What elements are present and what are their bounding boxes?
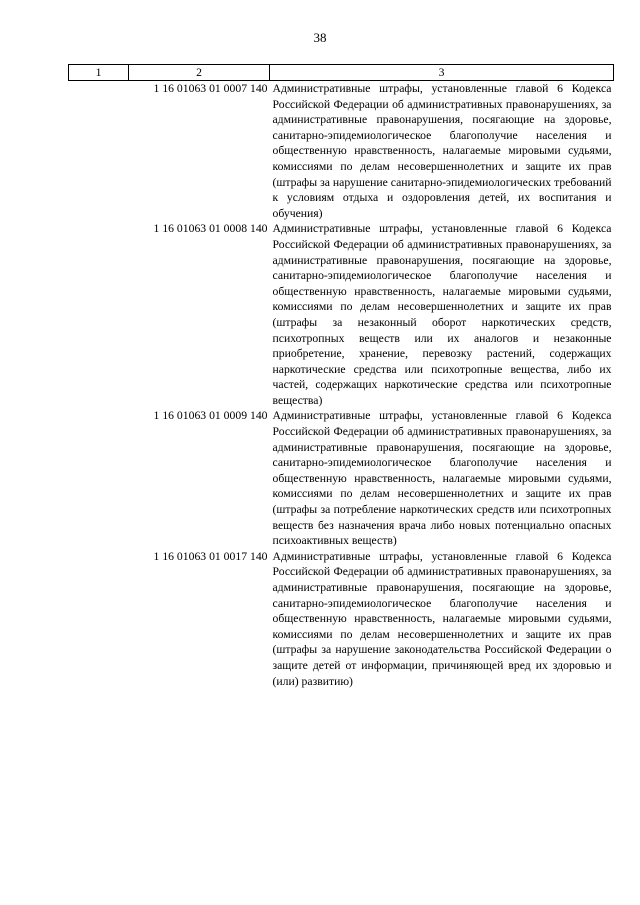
header-col-1: 1: [69, 65, 129, 81]
classification-code: 1 16 01063 01 0008 140: [153, 222, 268, 236]
budget-code-table: [68, 64, 614, 689]
row-col1-cell: [69, 221, 129, 408]
classification-code: 1 16 01063 01 0009 140: [153, 409, 268, 423]
table-row: [69, 81, 614, 222]
header-col-3: 3: [270, 65, 614, 81]
row-col1-cell: [69, 549, 129, 689]
row-col1-cell: [69, 408, 129, 548]
header-row: [69, 65, 614, 81]
page-number: 38: [313, 30, 327, 45]
classification-code: 1 16 01063 01 0007 140: [153, 82, 268, 95]
table-row: [69, 408, 614, 548]
row-col1-cell: [69, 81, 129, 222]
code-description: Административные штрафы, установленные главой 6 Кодекса Российской Федерации об административных правонарушениях, за административные правонарушения, посягающие на здоровье, санитарно-эпидемиологическое благополучие населения и общественную нравственность, налагаемые мировыми судьями, комиссиями по делам несовершеннолетних и защите их прав (штрафы за нарушение санитарно-эпидемиологических требований к условиям отдыха и оздоровления детей, их воспитания и обучения): [272, 82, 612, 220]
table-header: [69, 65, 614, 81]
table-row: [69, 221, 614, 408]
code-description: Административные штрафы, установленные главой 6 Кодекса Российской Федерации об административных правонарушениях, за административные правонарушения, посягающие на здоровье, санитарно-эпидемиологическое благополучие населения и общественную нравственность, налагаемые мировыми судьями, комиссиями по делам несовершеннолетних и защите их прав (штрафы за незаконный оборот наркотических средств, психотропных веществ или их аналогов и незаконные приобретение, хранение, перевозку растений, содержащих наркотические средства или психотропные вещества, либо их частей, содержащих наркотические средства или психотропные вещества): [272, 222, 612, 407]
code-description: Административные штрафы, установленные главой 6 Кодекса Российской Федерации об административных правонарушениях, за административные правонарушения, посягающие на здоровье, санитарно-эпидемиологическое благополучие населения и общественную нравственность, налагаемые мировыми судьями, комиссиями по делам несовершеннолетних и защите их прав (штрафы за потребление наркотических средств или психотропных веществ без назначения врача либо новых потенциально опасных психоактивных веществ): [272, 409, 612, 548]
table-row: [69, 549, 614, 689]
code-description: Административные штрафы, установленные главой 6 Кодекса Российской Федерации об административных правонарушениях, за административные правонарушения, посягающие на здоровье, санитарно-эпидемиологическое благополучие населения и общественную нравственность, налагаемые мировыми судьями, комиссиями по делам несовершеннолетних и защите их прав (штрафы за нарушение законодательства Российской Федерации о защите детей от информации, причиняющей вред их здоровью и (или) развитию): [272, 549, 612, 688]
classification-code: 1 16 01063 01 0017 140: [153, 549, 268, 563]
table-body: [69, 81, 614, 690]
header-col-2: 2: [129, 65, 270, 81]
